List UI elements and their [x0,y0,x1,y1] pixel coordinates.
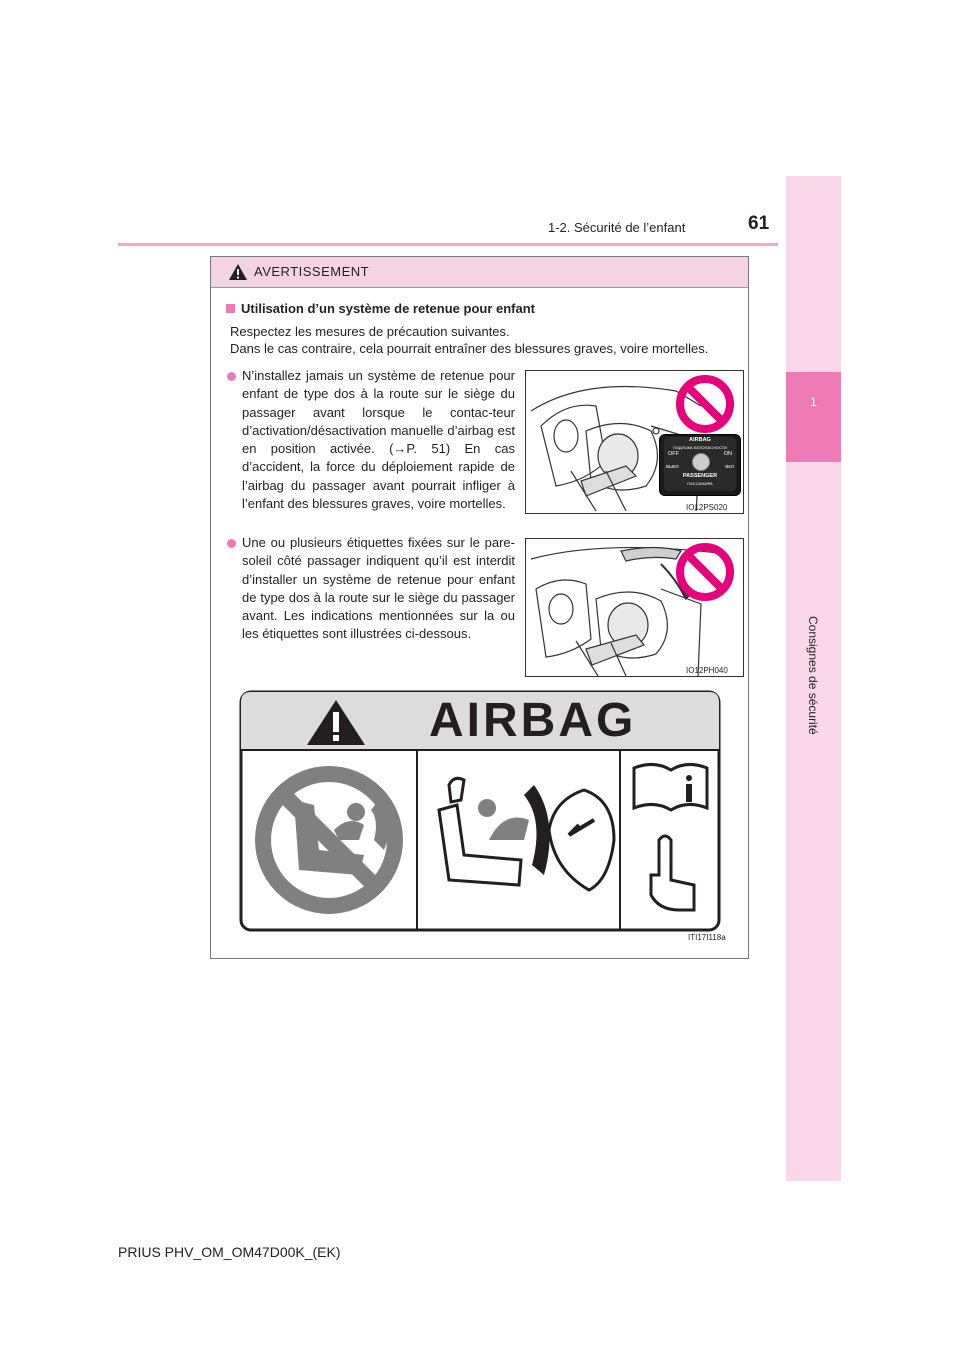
figure-front-seat-switch [525,370,744,514]
round-bullet-icon [227,539,236,548]
bullet-item-2 [227,534,515,644]
warning-box [210,256,749,959]
chapter-number: 1 [786,372,841,462]
warning-title: AVERTISSEMENT [254,264,370,279]
switch-on-ru-label: ВКЛ [725,464,734,469]
switch-passenger-ru-label: ПАССАЖИРА [687,481,713,486]
footer-doc-code: PRIUS PHV_OM_OM47D00K_(EK) [118,1244,341,1260]
bullet-2-text: Une ou plusieurs étiquettes fixées sur le pare-soleil côté passager indiquent qu’il est interdit d’installer un système de retenue pour enfant de type dos à la route sur le siège du passager avant. Les indications mentionnées sur la ou les étiquettes sont illustrées ci-dessous. [242,535,515,642]
figure-2-code: IO12PH040 [686,666,728,675]
figure-1-code: IO12PS020 [686,503,728,512]
airbag-warning-label [239,690,721,937]
switch-knob-icon [692,453,710,471]
airbag-banner-text: AIRBAG [429,694,637,747]
switch-off-ru-label: ВЫКЛ [666,464,679,469]
header-rule [118,243,778,246]
chapter-label: Consignes de sécurité [806,616,820,735]
figure-3-code: ITI17I118a [688,933,726,942]
prohibition-icon [675,542,735,602]
warning-triangle-icon [228,263,248,281]
section-title: 1-2. Sécurité de l’enfant [548,220,686,235]
intro-line-2: Dans le cas contraire, cela pourrait entraîner des blessures graves, voire mortelles. [230,341,709,356]
switch-on-label: ON [723,451,732,457]
figure-sun-visor [525,538,744,677]
bullet-1-text: N’installez jamais un système de retenue pour enfant de type dos à la route sur le siège du passager avant lorsque le contac-teur d’activation/désactivation manuelle d’airbag est en position activée. (→P. 51) En cas d’accident, la force du déploiement rapide de l’airbag du passager avant pourrait infliger à l’enfant des blessures graves, voire mortelles. [242,368,515,512]
square-bullet-icon [226,304,235,313]
switch-passenger-label: PASSENGER [682,473,718,479]
page-number: 61 [748,213,770,234]
switch-title: AIRBAG [689,437,711,443]
prohibition-icon [675,374,735,434]
round-bullet-icon [227,372,236,381]
switch-off-label: OFF [668,451,679,457]
intro-line-1: Respectez les mesures de précaution suivantes. [230,324,510,339]
warning-subheading: Utilisation d’un système de retenue pour enfant [226,301,535,316]
bullet-item-1 [227,367,515,513]
chapter-side-tab [786,176,841,1181]
switch-subtitle: ПОДУШКА БЕЗОПАСНОСТИ [672,445,728,450]
warning-header [211,257,748,288]
airbag-switch-panel [659,434,741,496]
warning-intro [230,323,745,357]
